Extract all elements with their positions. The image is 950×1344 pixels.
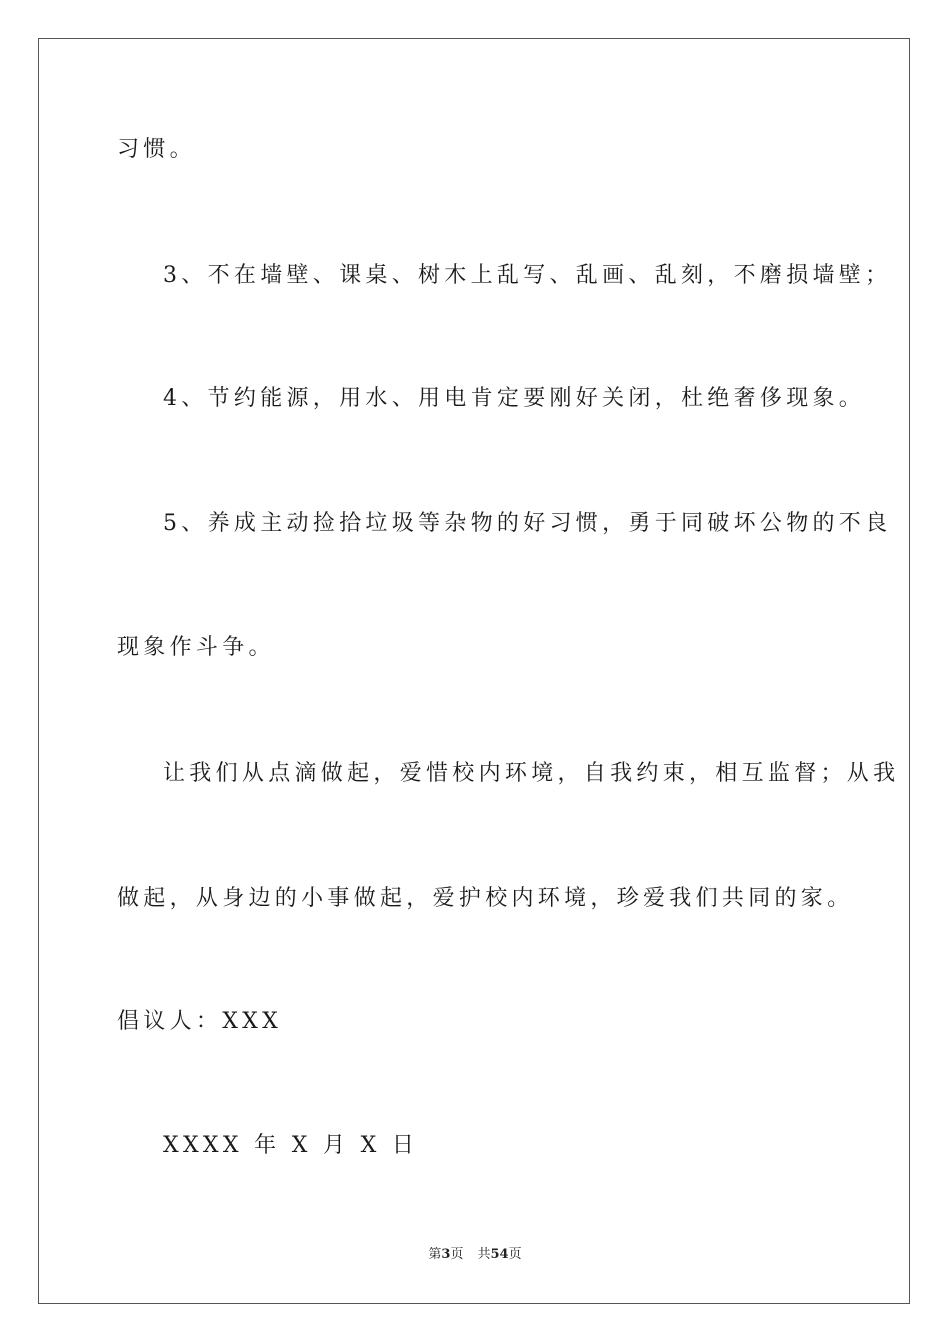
list-item-5-continuation: 现象作斗争。 [117, 635, 275, 660]
list-item-4: 4、节约能源，用水、用电肯定要刚好关闭，杜绝奢侈现象。 [163, 386, 866, 411]
closing-paragraph: 让我们从点滴做起，爱惜校内环境，自我约束，相互监督；从我 [163, 761, 900, 786]
total-suffix: 页 [508, 1247, 522, 1262]
closing-paragraph-continuation: 做起，从身边的小事做起，爱护校内环境，珍爱我们共同的家。 [117, 886, 854, 911]
page-prefix: 第 [428, 1247, 442, 1262]
page-footer [0, 1246, 950, 1264]
total-pages: 54 [490, 1247, 509, 1262]
list-item-3: 3、不在墙壁、课桌、树木上乱写、乱画、乱刻，不磨损墙壁； [163, 263, 892, 288]
page-border [38, 38, 910, 1304]
text-line-continuation: 习惯。 [117, 137, 196, 162]
page-suffix: 页 [450, 1247, 464, 1262]
initiator-signature: 倡议人：XXX [117, 1009, 283, 1034]
total-prefix: 共 [477, 1247, 491, 1262]
page-number: 3 [441, 1247, 451, 1262]
list-item-5: 5、养成主动捡拾垃圾等杂物的好习惯，勇于同破坏公物的不良 [163, 511, 892, 536]
document-date: XXXX 年 X 月 X 日 [163, 1133, 419, 1158]
